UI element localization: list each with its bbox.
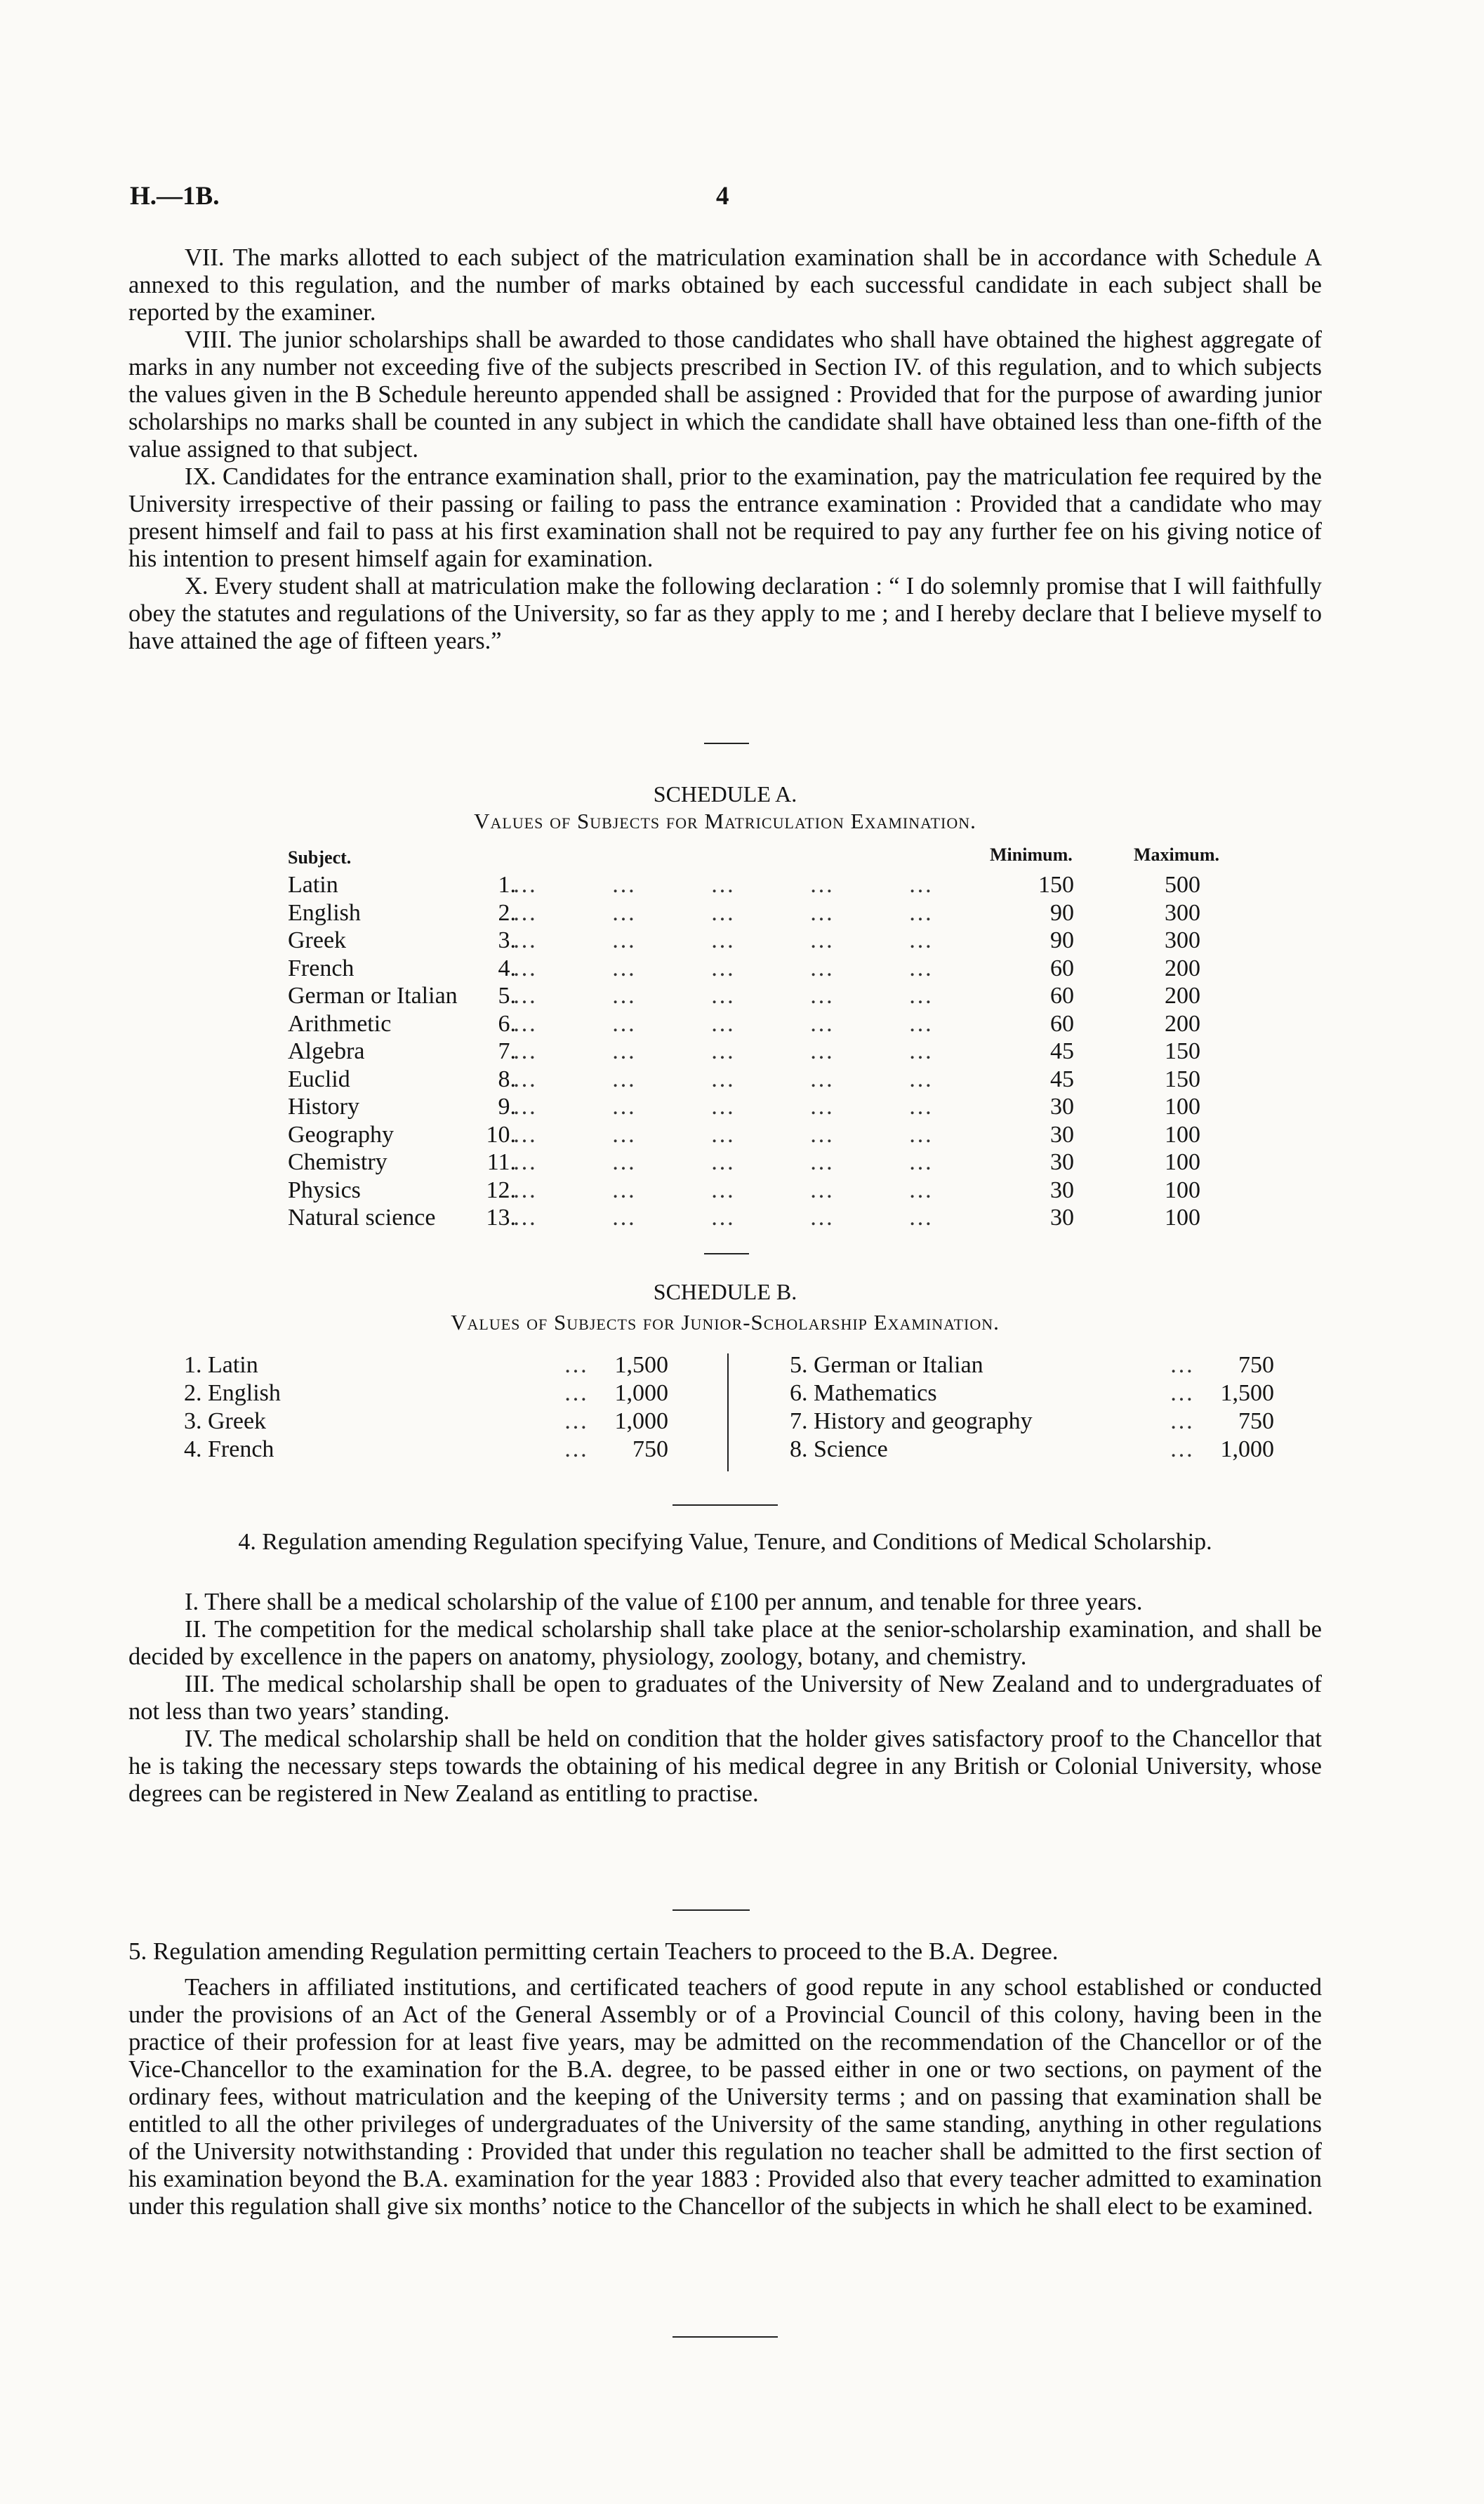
minimum-marks: 60 [1050,983,1074,1009]
minimum-marks: 30 [1050,1094,1074,1120]
leader-dots: … … … … … [512,927,934,953]
divider [704,1253,749,1254]
schedule-a-row [239,1010,1264,1038]
minimum-marks: 60 [1050,1010,1074,1037]
schedule-a-rows [239,871,1264,1232]
subject-name: Euclid [288,1066,350,1092]
schedule-a-row [239,1066,1264,1094]
regulation-4-heading-text: 4. Regulation amending Regulation specifying Value, Tenure, and Conditions of Medical Scholarship. [238,1529,1212,1555]
minimum-marks: 90 [1050,899,1074,926]
maximum-marks: 300 [1165,927,1200,953]
leader-dots: … [1170,1352,1193,1378]
schedule-b-row [790,1351,1274,1379]
schedule-b-row [184,1351,668,1379]
row-number: 4. [498,955,516,981]
leader-dots: … … … … … [512,872,934,898]
reg4-section-ii: II. The competition for the medical scholarship shall take place at the senior-scholarship examination, and shall be decided by excellence in the papers on anatomy, physiology, zoology, botany, and chemistry. [128,1616,1322,1670]
row-number: 6. [498,1010,516,1037]
schedule-a-row [239,1177,1264,1205]
subject-value: 1,500 [1220,1380,1274,1406]
leader-dots: … … … … … [512,1094,934,1120]
subject-name: 4. French [184,1436,274,1462]
maximum-marks: 100 [1165,1205,1200,1231]
schedule-b-left-column [184,1351,668,1464]
subject-name: French [288,955,355,981]
row-number: 7. [498,1038,516,1064]
subject-name: English [288,899,361,926]
leader-dots: … [564,1408,588,1434]
minimum-marks: 30 [1050,1149,1074,1175]
minimum-marks: 60 [1050,955,1074,981]
subject-value: 1,000 [614,1408,668,1434]
schedule-a-title: Values of Subjects for Matriculation Examination. [474,809,976,833]
section-viii: VIII. The junior scholarships shall be awarded to those candidates who shall have obtained the highest aggregate of marks in any number not exceeding five of the subjects prescribed in Section IV. of this regulation, and to which subjects the values given in the B Schedule hereunto appended shall be assigned : Provided that for the purpose of awarding junior scholarships no marks shall be counted in any subject in which the candidate shall have obtained less than one-fifth of the value assigned to that subject. [128,326,1322,463]
maximum-marks: 150 [1165,1038,1200,1064]
subject-name: Greek [288,927,347,953]
schedule-a-row [239,1093,1264,1121]
leader-dots: … … … … … [512,1177,934,1203]
schedule-a-row [239,1204,1264,1232]
maximum-marks: 100 [1165,1094,1200,1120]
divider [704,743,749,744]
leader-dots: … … … … … [512,899,934,926]
subject-name: 1. Latin [184,1352,258,1378]
col-subject: Subject. [288,847,352,868]
schedule-b-title: Values of Subjects for Junior-Scholarship Examination. [451,1310,1000,1334]
row-number: 13. [486,1205,516,1231]
leader-dots: … … … … … [512,1205,934,1231]
schedule-b-heading: SCHEDULE B. [653,1279,797,1304]
row-number: 3. [498,927,516,953]
minimum-marks: 90 [1050,927,1074,953]
leader-dots: … … … … … [512,1066,934,1092]
schedule-a-row [239,982,1264,1010]
leader-dots: … … … … … [512,1149,934,1175]
schedule-a-row [239,1148,1264,1177]
maximum-marks: 100 [1165,1121,1200,1148]
schedule-a-row [239,899,1264,927]
subject-name: 8. Science [790,1436,888,1462]
minimum-marks: 45 [1050,1038,1074,1064]
schedule-b-row [790,1379,1274,1407]
subject-name: German or Italian [288,983,458,1009]
divider [673,2336,778,2338]
subject-name: Algebra [288,1038,365,1064]
subject-name: Arithmetic [288,1010,392,1037]
subject-name: Chemistry [288,1149,387,1175]
row-number: 11. [486,1149,516,1175]
leader-dots: … [564,1436,588,1462]
row-number: 8. [498,1066,516,1092]
document-reference: H.—1B. [130,182,220,211]
reg4-section-iii: III. The medical scholarship shall be open to graduates of the University of New Zealand and to undergraduates of not less than two years’ standing. [128,1671,1322,1725]
schedule-a-row [239,871,1264,899]
leader-dots: … [1170,1436,1193,1462]
subject-name: Latin [288,872,338,898]
row-number: 5. [498,983,516,1009]
section-x: X. Every student shall at matriculation make the following declaration : “ I do solemnly promise that I will faithfully obey the statutes and regulations of the University, so far as they apply to me ; and I hereby declare that I believe myself to have attained the age of fifteen years.” [128,573,1322,654]
maximum-marks: 100 [1165,1149,1200,1175]
subject-name: 7. History and geography [790,1408,1033,1434]
subject-name: Natural science [288,1205,436,1231]
divider [673,1504,778,1506]
leader-dots: … [1170,1380,1193,1406]
regulation-sections-vii-x [128,244,1322,655]
minimum-marks: 150 [1038,872,1074,898]
leader-dots: … … … … … [512,955,934,981]
maximum-marks: 200 [1165,983,1200,1009]
row-number: 12. [486,1177,516,1203]
schedule-b-right-column [790,1351,1274,1464]
schedule-b-row [184,1407,668,1436]
schedule-b-row [790,1436,1274,1464]
subject-value: 1,000 [1220,1436,1274,1462]
subject-value: 1,500 [614,1352,668,1378]
schedule-b-row [790,1407,1274,1436]
minimum-marks: 30 [1050,1177,1074,1203]
reg5-paragraph: Teachers in affiliated institutions, and certificated teachers of good repute in any school established or conducted under the provisions of an Act of the General Assembly or of a Provincial Council of this colony, having been in the practice of their profession for at least five years, may be admitted on the recommendation of the Chancellor or of the Vice-Chancellor to the examination for the B.A. degree, to be passed either in one or two sections, on payment of the ordinary fees, without matriculation and the keeping of the University terms ; and on passing that examination shall be entitled to all the other privileges of undergraduates of the University of the same standing, anything in other regulations of the University notwithstanding : Provided that under this regulation no teacher shall be admitted to the first section of his examination beyond the B.A. examination for the year 1883 : Provided also that every teacher admitted to examination under this regulation shall give six months’ notice to the Chancellor of the subjects in which he shall elect to be examined. [128,1974,1322,2220]
subject-value: 750 [632,1436,668,1462]
subject-name: Geography [288,1121,395,1148]
maximum-marks: 100 [1165,1177,1200,1203]
minimum-marks: 30 [1050,1205,1074,1231]
divider [673,1909,750,1911]
reg4-section-iv: IV. The medical scholarship shall be held on condition that the holder gives satisfactory proof to the Chancellor that he is taking the necessary steps towards the obtaining of his medical degree in any British or Colonial University, whose degrees can be registered in New Zealand as entitling to practise. [128,1725,1322,1807]
maximum-marks: 500 [1165,872,1200,898]
regulation-4-heading [128,1528,1322,1556]
schedule-a-row [239,1121,1264,1149]
column-divider [727,1353,729,1471]
leader-dots: … [564,1380,588,1406]
regulation-5-heading [128,1937,1322,1965]
schedule-b-row [184,1436,668,1464]
col-minimum: Minimum. [990,844,1073,865]
subject-value: 1,000 [614,1380,668,1406]
schedule-a-row [239,1038,1264,1066]
maximum-marks: 150 [1165,1066,1200,1092]
schedule-a-heading: SCHEDULE A. [653,781,797,807]
subject-name: History [288,1094,359,1120]
subject-name: Physics [288,1177,361,1203]
section-ix: IX. Candidates for the entrance examination shall, prior to the examination, pay the matriculation fee required by the University irrespective of their passing or failing to pass the entrance examination : Provided that a candidate who may present himself and fail to pass at his first examination shall not be required to pay any further fee on his giving notice of his intention to present himself again for examination. [128,463,1322,572]
schedule-a-row [239,927,1264,955]
subject-value: 750 [1238,1352,1274,1378]
subject-value: 750 [1238,1408,1274,1434]
leader-dots: … … … … … [512,983,934,1009]
leader-dots: … [1170,1408,1193,1434]
leader-dots: … … … … … [512,1121,934,1148]
subject-name: 2. English [184,1380,281,1406]
maximum-marks: 200 [1165,955,1200,981]
row-number: 10. [486,1121,516,1148]
regulation-5-body [128,1974,1322,2220]
reg4-section-i: I. There shall be a medical scholarship of the value of £100 per annum, and tenable for three years. [185,1589,1143,1615]
leader-dots: … … … … … [512,1038,934,1064]
minimum-marks: 45 [1050,1066,1074,1092]
schedule-a-table [239,844,1264,1232]
section-vii: VII. The marks allotted to each subject of the matriculation examination shall be in accordance with Schedule A annexed to this regulation, and the number of marks obtained by each successful candidate in each subject shall be reported by the examiner. [128,244,1322,326]
subject-name: 5. German or Italian [790,1352,983,1378]
minimum-marks: 30 [1050,1121,1074,1148]
regulation-4-body [128,1589,1322,1808]
schedule-a-row [239,955,1264,983]
leader-dots: … … … … … [512,1010,934,1037]
regulation-5-heading-text: 5. Regulation amending Regulation permitting certain Teachers to proceed to the B.A. Degree. [128,1937,1059,1965]
leader-dots: … [564,1352,588,1378]
col-maximum: Maximum. [1134,844,1220,865]
schedule-a-column-headers [239,844,1264,871]
maximum-marks: 300 [1165,899,1200,926]
subject-name: 6. Mathematics [790,1380,937,1406]
maximum-marks: 200 [1165,1010,1200,1037]
schedule-b-row [184,1379,668,1407]
row-number: 1. [498,872,516,898]
page-number: 4 [716,182,729,211]
row-number: 2. [498,899,516,926]
row-number: 9. [498,1094,516,1120]
subject-name: 3. Greek [184,1408,267,1434]
